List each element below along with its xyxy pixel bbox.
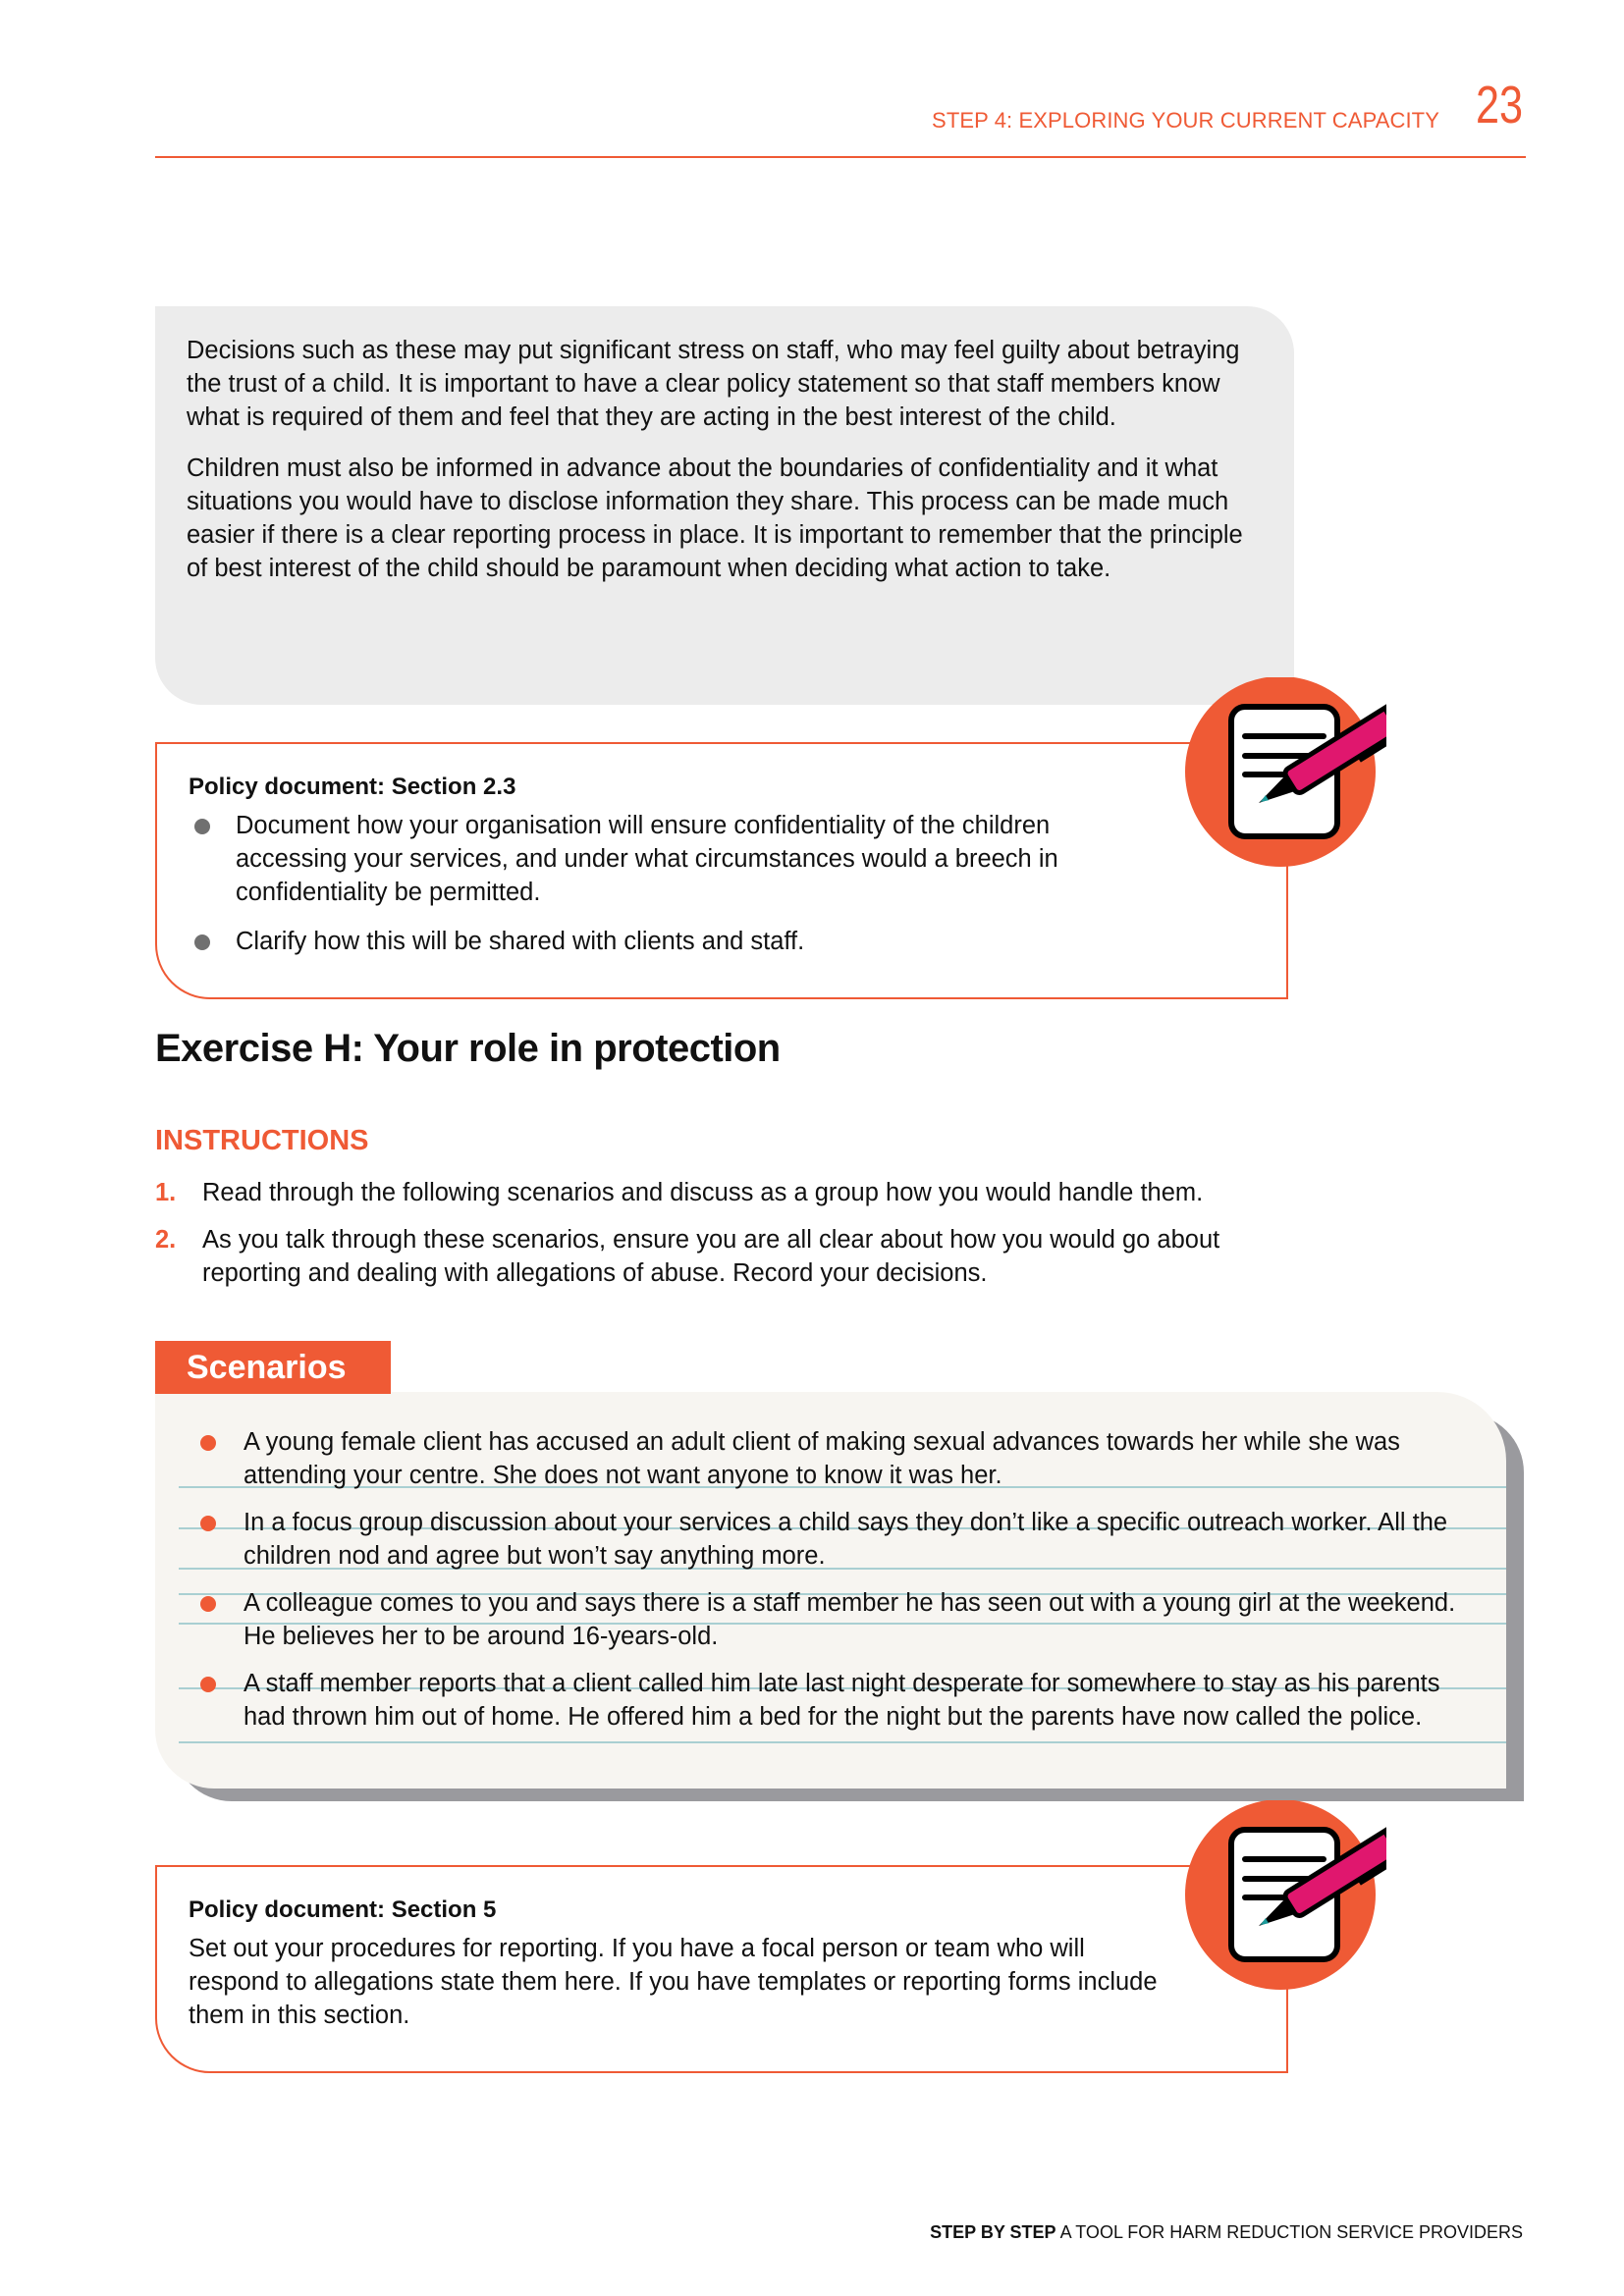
bullet-dot-icon — [194, 819, 210, 834]
running-header: STEP 4: EXPLORING YOUR CURRENT CAPACITY — [932, 108, 1439, 133]
policy-bullet — [189, 925, 1100, 958]
instructions-heading: INSTRUCTIONS — [155, 1125, 369, 1156]
exercise-title: Exercise H: Your role in protection — [155, 1027, 781, 1070]
bullet-dot-icon — [200, 1435, 216, 1451]
bullet-dot-icon — [200, 1596, 216, 1612]
scenarios-label: Scenarios — [155, 1341, 391, 1394]
footer-brand: STEP BY STEP — [930, 2222, 1056, 2242]
scenario-text: A colleague comes to you and says there is a staff member he has seen out with a young girl at the weekend. He believes her to be around 16-years-old. — [244, 1589, 1456, 1650]
intro-paragraph: Decisions such as these may put significant stress on staff, who may feel guilty about betraying the trust of a child. It is important to have a clear policy statement so that staff members know what is required of them and feel that they are acting in the best interest of the child. — [187, 337, 1240, 431]
step-number: 1. — [155, 1179, 177, 1206]
page-number: 23 — [1475, 76, 1523, 134]
policy-body: Set out your procedures for reporting. If you have a focal person or team who will respond to allegations state them here. If you have templates or reporting forms include them in this section. — [189, 1935, 1158, 2029]
scenario-item — [196, 1667, 1481, 1734]
policy-title: Policy document: Section 5 — [189, 1896, 497, 1923]
instruction-step — [155, 1223, 1312, 1290]
intro-callout-box — [155, 306, 1294, 705]
policy-box-section-2-3 — [155, 742, 1288, 999]
policy-bullet-text: Document how your organisation will ensure confidentiality of the children accessing your services, and under what circumstances would a breech in confidentiality be permitted. — [236, 812, 1058, 906]
scenario-text: A young female client has accused an adult client of making sexual advances towards her while she was attending your centre. She does not want anyone to know it was her. — [244, 1428, 1400, 1489]
ruled-line — [179, 1741, 1506, 1743]
policy-bullet-text: Clarify how this will be shared with clients and staff. — [236, 928, 805, 955]
policy-bullet-list — [189, 809, 1257, 958]
bullet-dot-icon — [200, 1516, 216, 1531]
header-divider — [155, 156, 1526, 158]
step-number: 2. — [155, 1226, 177, 1254]
scenario-text: In a focus group discussion about your services a child says they don’t like a specific outreach worker. All the children nod and agree but won’t say anything more. — [244, 1509, 1448, 1570]
document-pen-icon — [1180, 1800, 1386, 1997]
instruction-step — [155, 1176, 1333, 1209]
scenario-item — [196, 1586, 1481, 1653]
scenario-text: A staff member reports that a client called him late last night desperate for somewhere to stay as his parents had thrown him out of home. He offered him a bed for the night but the parents have now called the police. — [244, 1670, 1440, 1731]
intro-paragraph: Children must also be informed in advance about the boundaries of confidentiality and it what situations you would have to disclose information they share. This process can be made much easier if there is a clear reporting process in place. It is important to remember that the principle of best interest of the child should be paramount when deciding what action to take. — [187, 454, 1243, 582]
policy-bullet — [189, 809, 1100, 909]
scenario-item — [196, 1425, 1481, 1492]
policy-box-section-5 — [155, 1865, 1288, 2073]
footer-tagline: A TOOL FOR HARM REDUCTION SERVICE PROVIDERS — [1059, 2222, 1523, 2242]
document-pen-icon — [1180, 677, 1386, 874]
bullet-dot-icon — [200, 1677, 216, 1692]
step-text: Read through the following scenarios and discuss as a group how you would handle them. — [202, 1179, 1204, 1206]
step-text: As you talk through these scenarios, ensure you are all clear about how you would go about reporting and dealing with allegations of abuse. Record your decisions. — [202, 1226, 1220, 1287]
bullet-dot-icon — [194, 934, 210, 950]
instruction-steps — [155, 1176, 1333, 1304]
policy-title: Policy document: Section 2.3 — [189, 774, 516, 800]
page-footer — [930, 2222, 1523, 2243]
scenario-item — [196, 1506, 1481, 1573]
